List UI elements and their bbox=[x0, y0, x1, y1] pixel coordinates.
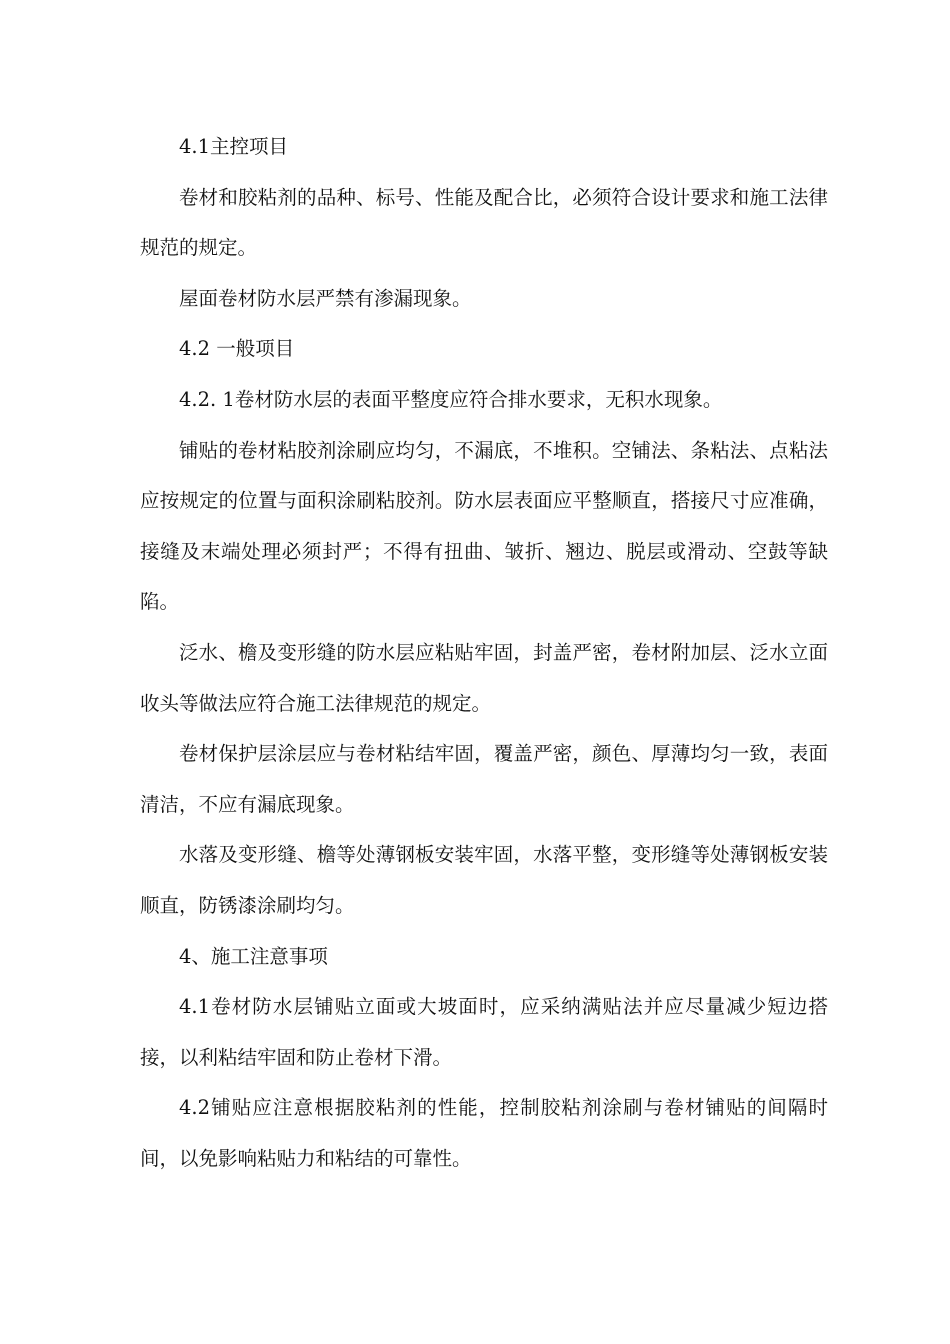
paragraph-steel-sheet-installation: 水落及变形缝、檐等处薄钢板安装牢固，水落平整，变形缝等处薄钢板安装顺直，防锈漆涂刷均匀。 bbox=[140, 843, 828, 917]
section-heading-construction-notes: 4、施工注意事项 bbox=[179, 944, 328, 968]
section-heading-general-items: 4.2 一般项目 bbox=[179, 337, 295, 361]
section-heading-main-control-items: 4.1主控项目 bbox=[179, 135, 289, 158]
paragraph-surface-flatness: 4.2. 1卷材防水层的表面平整度应符合排水要求，无积水现象。 bbox=[179, 387, 723, 411]
paragraph-adhesive-timing: 4.2铺贴应注意根据胶粘剂的性能，控制胶粘剂涂刷与卷材铺贴的间隔时间，以免影响粘贴力和粘结的可靠性。 bbox=[140, 1096, 828, 1170]
paragraph-adhesive-application: 铺贴的卷材粘胶剂涂刷应均匀，不漏底，不堆积。空铺法、条粘法、点粘法应按规定的位置与面积涂刷粘胶剂。防水层表面应平整顺直，搭接尺寸应准确，接缝及末端处理必须封严；不得有扭曲、皱折、翘边、脱层或滑动、空鼓等缺陷。 bbox=[140, 438, 828, 614]
paragraph-full-adhesion-method: 4.1卷材防水层铺贴立面或大坡面时，应采纳满贴法并应尽量减少短边搭接，以利粘结牢固和防止卷材下滑。 bbox=[140, 995, 828, 1069]
document-body bbox=[140, 122, 828, 1184]
paragraph-protective-coating: 卷材保护层涂层应与卷材粘结牢固，覆盖严密，颜色、厚薄均匀一致，表面清洁，不应有漏底现象。 bbox=[140, 742, 828, 816]
paragraph-flashing-joints: 泛水、檐及变形缝的防水层应粘贴牢固，封盖严密，卷材附加层、泛水立面收头等做法应符合施工法律规范的规定。 bbox=[140, 640, 828, 715]
paragraph-no-leakage: 屋面卷材防水层严禁有渗漏现象。 bbox=[179, 286, 472, 310]
paragraph-material-requirements: 卷材和胶粘剂的品种、标号、性能及配合比，必须符合设计要求和施工法律规范的规定。 bbox=[140, 185, 828, 260]
